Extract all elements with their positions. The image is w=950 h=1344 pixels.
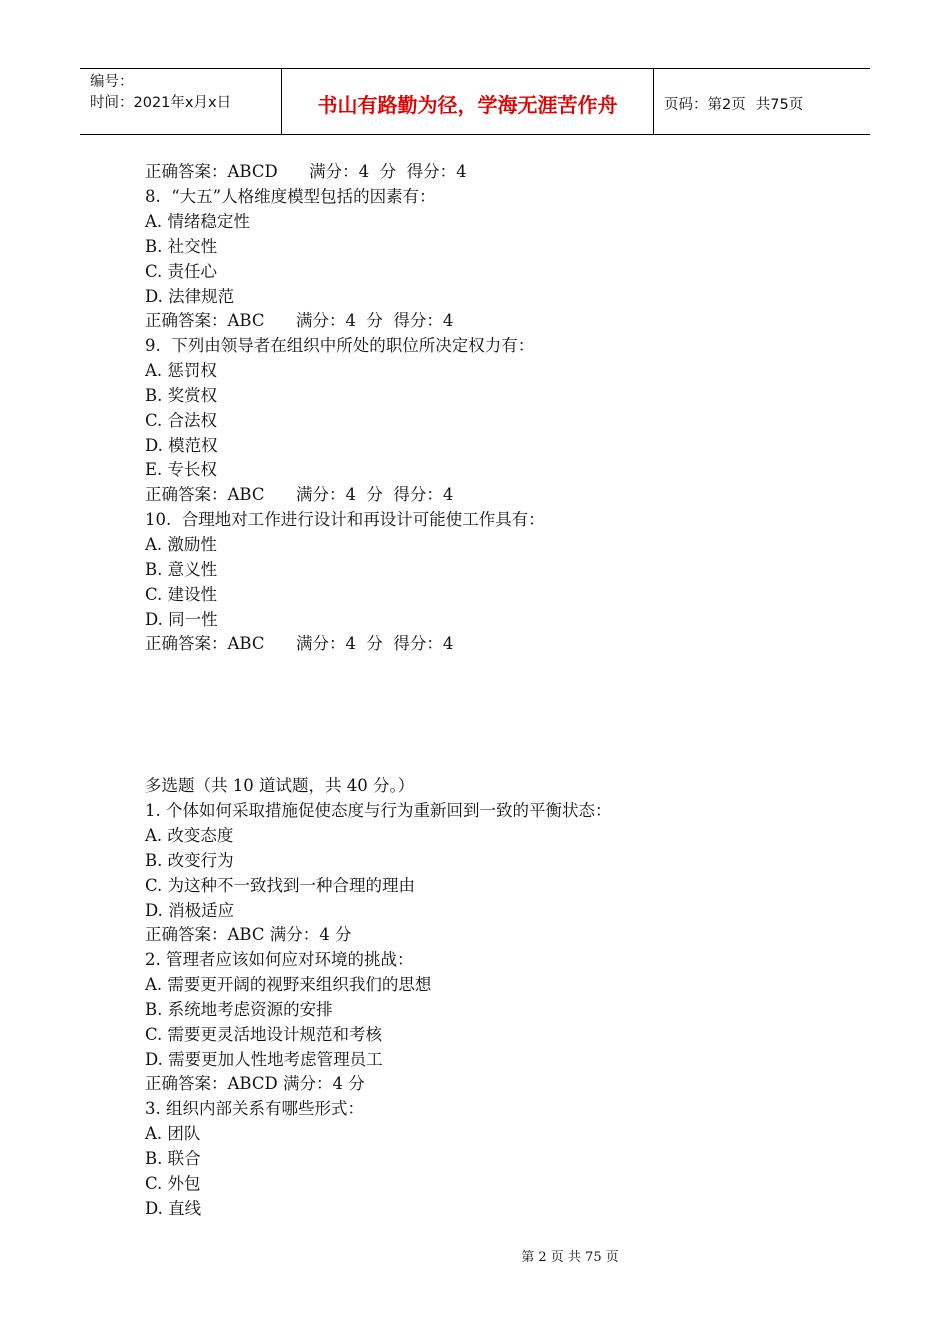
question-line: 8. “大五”人格维度模型包括的因素有： xyxy=(145,187,436,206)
header-motto: 书山有路勤为径，学海无涯苦作舟 xyxy=(282,69,654,134)
option-line: A. 惩罚权 xyxy=(145,361,217,380)
option-line: B. 改变行为 xyxy=(145,851,234,870)
option-line: A. 需要更开阔的视野来组织我们的思想 xyxy=(145,975,432,994)
header-meta xyxy=(80,69,282,134)
header-page-info xyxy=(654,69,870,134)
option-line: C. 为这种不一致找到一种合理的理由 xyxy=(145,876,416,895)
option-line: B. 社交性 xyxy=(145,237,218,256)
option-line: D. 需要更加人性地考虑管理员工 xyxy=(145,1050,383,1069)
question-line: 9. 下列由领导者在组织中所处的职位所决定权力有： xyxy=(145,336,535,355)
answer-line: 正确答案：ABC 满分：4 分 得分：4 xyxy=(145,485,454,504)
option-line: D. 同一性 xyxy=(145,610,218,629)
option-line: B. 意义性 xyxy=(145,560,218,579)
option-line: A. 改变态度 xyxy=(145,826,234,845)
option-line: A. 团队 xyxy=(145,1124,201,1143)
question-line: 3. 组织内部关系有哪些形式： xyxy=(145,1099,364,1118)
question-line: 10. 合理地对工作进行设计和再设计可能使工作具有： xyxy=(145,510,545,529)
option-line: C. 合法权 xyxy=(145,411,218,430)
option-line: C. 责任心 xyxy=(145,262,218,281)
answer-line: 正确答案：ABCD 满分：4 分 xyxy=(145,1074,365,1093)
section-title: 多选题（共 10 道试题，共 40 分。） xyxy=(145,776,415,795)
option-line: B. 奖赏权 xyxy=(145,386,218,405)
header-page-number: 页码：第2页 xyxy=(664,97,746,113)
option-line: D. 消极适应 xyxy=(145,901,235,920)
answer-line: 正确答案：ABC 满分：4 分 xyxy=(145,925,352,944)
option-line: A. 激励性 xyxy=(145,535,217,554)
option-line: D. 直线 xyxy=(145,1199,202,1218)
document-number-label: 编号： xyxy=(90,74,134,90)
header-total-pages: 共75页 xyxy=(755,97,804,113)
option-line: D. 模范权 xyxy=(145,436,218,455)
option-line: C. 外包 xyxy=(145,1174,201,1193)
question-line: 1. 个体如何采取措施促使态度与行为重新回到一致的平衡状态： xyxy=(145,801,612,820)
option-line: B. 系统地考虑资源的安排 xyxy=(145,1000,333,1019)
option-line: E. 专长权 xyxy=(145,460,218,479)
answer-line: 正确答案：ABC 满分：4 分 得分：4 xyxy=(145,311,454,330)
page-footer: 第 2 页 共 75 页 xyxy=(521,1250,619,1265)
page-header xyxy=(80,68,870,135)
document-date: 时间：2021年x月x日 xyxy=(90,95,232,111)
question-line: 2. 管理者应该如何应对环境的挑战： xyxy=(145,950,414,969)
option-line: D. 法律规范 xyxy=(145,287,235,306)
option-line: C. 需要更灵活地设计规范和考核 xyxy=(145,1025,383,1044)
option-line: C. 建设性 xyxy=(145,585,218,604)
answer-line: 正确答案：ABCD 满分：4 分 得分：4 xyxy=(145,162,467,181)
answer-line: 正确答案：ABC 满分：4 分 得分：4 xyxy=(145,634,454,653)
option-line: B. 联合 xyxy=(145,1149,201,1168)
option-line: A. 情绪稳定性 xyxy=(145,212,250,231)
